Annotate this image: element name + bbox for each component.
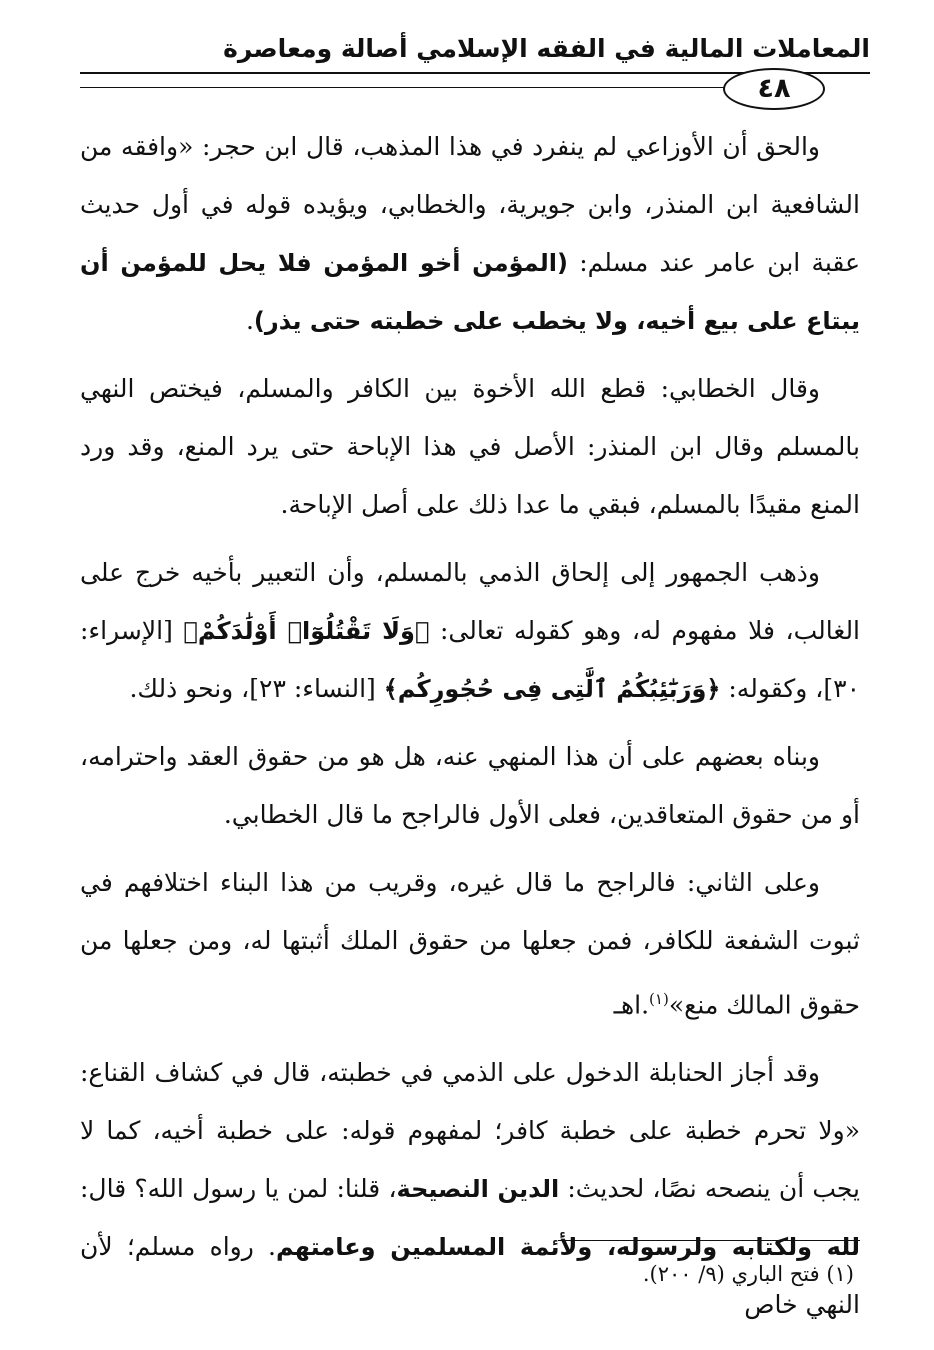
text-segment: والحق أن الأوزاعي لم ينفرد في هذا المذهب، قال ابن حجر: «وافقه من الشافعية ابن المنذر، وابن جويرية، والخطابي، ويؤيده قوله في أول حديث عقبة ابن عامر عند مسلم:: [80, 132, 860, 277]
text-segment: وبناه بعضهم على أن هذا المنهي عنه، هل هو من حقوق العقد واحترامه، أو من حقوق المتعاقدين، فعلى الأول فالراجح ما قال الخطابي.: [80, 742, 860, 829]
emphasized-text: ﴿وَرَبَٰٓئِبُكُمُ ٱلَّٰتِى فِى حُجُورِكُم﴾: [383, 675, 721, 703]
emphasized-text: (المؤمن أخو المؤمن فلا يحل للمؤمن أن يبتاع على بيع أخيه، ولا يخطب على خطبته حتى يذر): [80, 249, 860, 335]
text-segment: .: [245, 306, 254, 335]
paragraph: [80, 118, 860, 350]
page-number: ٤٨: [723, 68, 825, 110]
footnote-separator: [558, 1240, 860, 1241]
text-segment: [الإسراء: ٣٠]، وكقوله:: [80, 616, 860, 703]
page-header: [80, 30, 870, 110]
text-segment: [النساء: ٢٣]، ونحو ذلك.: [129, 674, 384, 703]
text-segment: وعلى الثاني: فالراجح ما قال غيره، وقريب من هذا البناء اختلافهم في ثبوت الشفعة للكافر، فمن جعلها من حقوق الملك أثبتها له، ومن جعلها من حقوق المالك منع»: [80, 868, 860, 1020]
paragraph: [80, 544, 860, 718]
footnote-ref: (١): [649, 990, 669, 1008]
text-segment: . رواه مسلم؛ لأن النهي خاص: [80, 1232, 860, 1320]
paragraph: [80, 360, 860, 534]
footnotes: [74, 1262, 854, 1286]
text-segment: وذهب الجمهور إلى إلحاق الذمي بالمسلم، وأن التعبير بأخيه خرج على الغالب، فلا مفهوم له، وهو كقوله تعالى:: [80, 558, 861, 645]
paragraph: [80, 728, 860, 844]
text-segment: ، قلنا: لمن يا رسول الله؟ قال:: [80, 1174, 397, 1204]
footnote-text: فتح الباري (٩/ ٢٠٠).: [642, 1262, 827, 1286]
emphasized-text: لله ولكتابه ولرسوله، ولأئمة المسلمين وعامتهم: [275, 1233, 860, 1262]
header-rule-bottom: [80, 87, 755, 88]
paragraph: [80, 854, 860, 1034]
footnote-item: [74, 1262, 854, 1286]
running-title: المعاملات المالية في الفقه الإسلامي أصالة ومعاصرة: [223, 34, 870, 63]
emphasized-text: ﴿وَلَا تَقْتُلُوٓا۟ أَوْلَٰدَكُمْ﴾: [183, 617, 430, 645]
text-segment: وقد أجاز الحنابلة الدخول على الذمي في خطبته، قال في كشاف القناع: «ولا تحرم خطبة على خطبة كافر؛ لمفهوم قوله: على خطبة أخيه، كما لا يجب أن ينصحه نصًا، لحديث:: [80, 1058, 860, 1204]
text-segment: وقال الخطابي: قطع الله الأخوة بين الكافر والمسلم، فيختص النهي بالمسلم وقال ابن المنذر: الأصل في هذا الإباحة حتى يرد المنع، وقد ورد المنع مقيدًا بالمسلم، فبقي ما عدا ذلك على أصل الإباحة.: [80, 374, 860, 519]
footnote-marker: (١): [826, 1262, 854, 1286]
body-text: [80, 118, 860, 1344]
text-segment: .اهـ: [613, 990, 650, 1020]
paragraph: [80, 1044, 860, 1334]
emphasized-text: الدين النصيحة: [396, 1175, 560, 1204]
